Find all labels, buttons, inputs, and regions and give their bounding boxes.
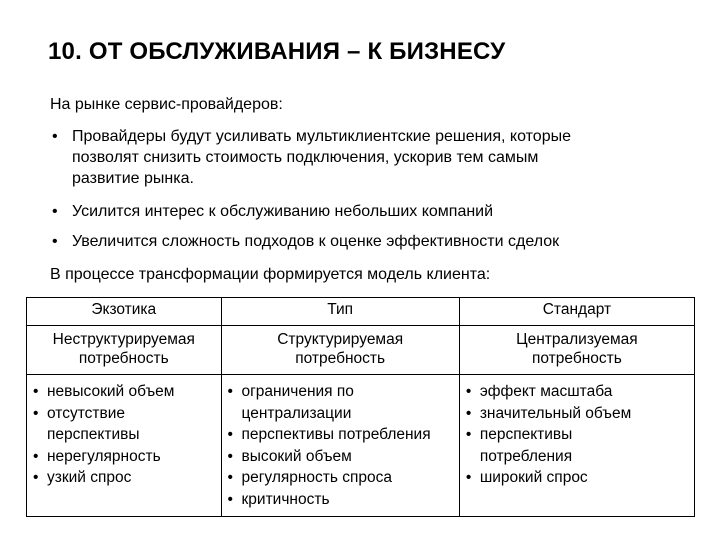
need-standard: Централизуемая потребность [459,326,694,375]
need-type: Структурируемая потребность [221,326,459,375]
feature-text: критичность [241,490,330,508]
feature-item [228,381,455,424]
bullet-icon: • [33,447,39,465]
feature-text: отсутствие перспективы [47,404,140,443]
bullet-icon: • [465,426,472,443]
feature-item [228,424,455,446]
bullet-icon: • [52,128,58,145]
feature-text: высокий объем [241,447,352,465]
feature-text: узкий спрос [47,469,132,486]
bullet-icon: • [33,469,39,486]
bullet-item [52,201,662,222]
table-row-features [27,375,695,517]
feature-text: перспективы потребления [479,426,573,465]
bullet-icon: • [33,404,39,422]
lead-text: В процессе трансформации формируется модель клиента: [50,266,491,283]
feature-item [466,467,690,489]
feature-text: широкий спрос [479,469,588,486]
bullet-icon: • [52,233,58,250]
bullet-icon: • [227,469,233,486]
feature-item [466,403,690,425]
header-type: Тип [221,298,459,326]
feature-item [228,467,455,489]
bullet-icon: • [227,383,233,400]
feature-item [33,446,217,468]
bullet-item [52,126,662,189]
bullet-icon: • [227,447,233,465]
header-standard: Стандарт [459,298,694,326]
bullet-icon: • [465,404,472,422]
feature-text: регулярность спроса [241,469,393,486]
table-row-needs [27,326,695,375]
feature-item [228,489,455,511]
table-header-row [27,298,695,326]
feature-item [33,403,217,446]
feature-item [33,467,217,489]
feature-item [228,446,455,468]
bullet-icon: • [227,490,233,508]
feature-text: ограничения по централизации [241,383,354,422]
page-title: 10. ОТ ОБСЛУЖИВАНИЯ – К БИЗНЕСУ [48,38,506,65]
features-exotic [27,375,222,517]
feature-text: невысокий объем [47,383,175,400]
feature-text: значительный объем [479,404,632,422]
feature-item [33,381,217,403]
bullet-icon: • [227,426,233,443]
feature-text: эффект масштаба [479,383,613,400]
bullet-icon: • [465,469,472,486]
bullet-list [52,126,662,261]
features-standard [459,375,694,517]
bullet-icon: • [33,383,39,400]
feature-text: перспективы потребления [241,426,431,443]
bullet-text: Усилится интерес к обслуживанию небольших компаний [72,203,494,220]
features-type [221,375,459,517]
header-exotic: Экзотика [27,298,222,326]
bullet-icon: • [465,383,472,400]
bullet-item [52,231,662,252]
feature-item [466,381,690,403]
bullet-text: Провайдеры будут усиливать мультиклиентские решения, которые позволят снизить стоимость подключения, ускорив тем самым развитие рынка. [72,128,571,187]
feature-text: нерегулярность [47,447,161,465]
bullet-icon: • [52,203,58,220]
bullet-text: Увеличится сложность подходов к оценке эффективности сделок [72,233,560,250]
intro-text: На рынке сервис-провайдеров: [50,96,283,113]
need-exotic: Неструктурируемая потребность [27,326,222,375]
feature-item [466,424,690,467]
client-model-table [26,297,695,517]
